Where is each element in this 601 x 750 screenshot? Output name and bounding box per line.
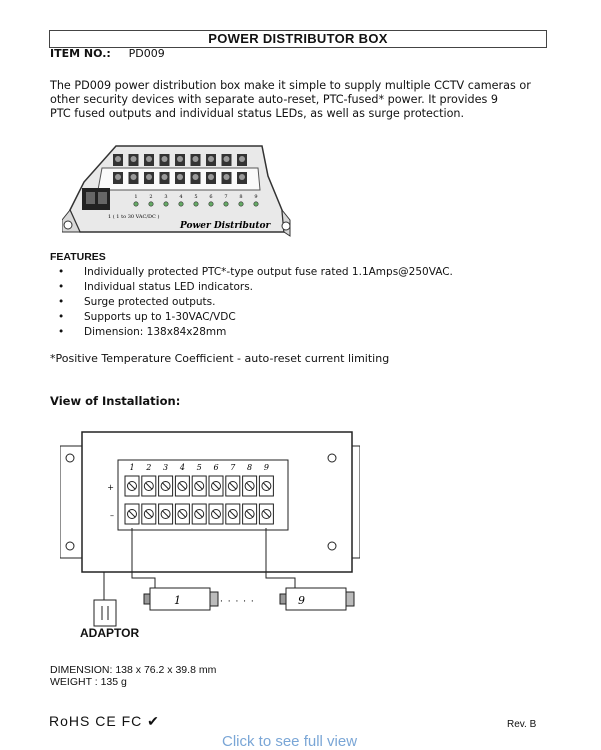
photo-screw: [239, 156, 245, 162]
led-indicator: [149, 202, 153, 206]
photo-screw: [208, 174, 214, 180]
channel-number: 4: [179, 463, 185, 472]
led-number: 6: [209, 194, 213, 200]
item-number-label: ITEM NO.:: [50, 47, 111, 60]
camera-1: [144, 588, 218, 610]
led-indicator: [209, 202, 213, 206]
photo-label-input: 1 ( 1 to 30 VAC/DC ): [108, 214, 160, 220]
wire-camera-9: [266, 528, 295, 596]
specifications: [50, 664, 216, 688]
feature-item: • Supports up to 1-30VAC/VDC: [58, 311, 236, 323]
features-heading: FEATURES: [50, 251, 106, 263]
camera-9: [280, 588, 354, 610]
camera-dots: · · · · ·: [220, 597, 255, 607]
bullet-icon: •: [58, 326, 65, 338]
photo-screw: [208, 156, 214, 162]
photo-screw: [239, 174, 245, 180]
features-list: [58, 265, 453, 340]
bullet-icon: •: [58, 311, 65, 323]
channel-number: 8: [247, 463, 253, 472]
led-indicator: [239, 202, 243, 206]
feature-item: • Individually protected PTC*-type output fuse rated 1.1Amps@250VAC.: [58, 266, 453, 278]
channel-number: 6: [213, 463, 219, 472]
led-number: 7: [224, 194, 228, 200]
channel-number: 5: [196, 463, 202, 472]
photo-screw: [146, 156, 152, 162]
certification-logos: RoHS CE FC ✔: [49, 713, 160, 729]
led-indicator: [254, 202, 258, 206]
adaptor-icon: [94, 600, 116, 626]
item-number-value: PD009: [128, 47, 165, 60]
photo-screw: [146, 174, 152, 180]
photo-screw: [131, 174, 137, 180]
dimension-spec: DIMENSION: 138 x 76.2 x 39.8 mm: [50, 664, 217, 676]
installation-diagram: [60, 428, 360, 628]
terminal-strip: [125, 463, 273, 524]
minus-label: –: [110, 511, 114, 520]
bullet-icon: •: [58, 266, 65, 278]
photo-screw: [115, 156, 121, 162]
led-number: 9: [254, 194, 258, 200]
revision-label: Rev. B: [507, 719, 537, 730]
led-indicator: [164, 202, 168, 206]
weight-spec: WEIGHT : 135 g: [50, 676, 127, 688]
photo-label-brand: Power Distributor: [180, 221, 271, 231]
photo-screw: [193, 174, 199, 180]
distributor-box: [82, 432, 352, 572]
mount-hole: [328, 542, 336, 550]
channel-number: 1: [129, 463, 135, 472]
feature-item: • Surge protected outputs.: [58, 296, 216, 308]
led-number: 2: [149, 194, 153, 200]
intro-line: PTC fused outputs and individual status LEDs, as well as surge protection.: [50, 107, 465, 121]
bullet-icon: •: [58, 281, 65, 293]
feature-item: • Individual status LED indicators.: [58, 281, 254, 293]
led-indicator: [224, 202, 228, 206]
photo-screw: [162, 174, 168, 180]
mount-hole: [328, 454, 336, 462]
photo-screw: [177, 174, 183, 180]
item-number: [50, 47, 165, 61]
photo-screw: [224, 156, 230, 162]
led-number: 8: [239, 194, 243, 200]
feature-item: • Dimension: 138x84x28mm: [58, 326, 227, 338]
photo-screw: [224, 174, 230, 180]
photo-screw: [131, 156, 137, 162]
installation-heading: View of Installation:: [50, 394, 181, 408]
mount-hole: [66, 454, 74, 462]
channel-number: 7: [230, 463, 236, 472]
photo-screw: [177, 156, 183, 162]
photo-screw: [193, 156, 199, 162]
led-number: 3: [164, 194, 168, 200]
bullet-icon: •: [58, 296, 65, 308]
plus-label: +: [107, 483, 114, 492]
led-indicator: [194, 202, 198, 206]
led-number: 5: [194, 194, 198, 200]
intro-paragraph: [50, 79, 560, 122]
channel-number: 3: [163, 463, 169, 472]
led-indicator: [179, 202, 183, 206]
photo-screw: [162, 156, 168, 162]
ptc-footnote: *Positive Temperature Coefficient - auto-reset current limiting: [50, 352, 390, 365]
intro-line: other security devices with separate auto-reset, PTC-fused* power. It provides 9: [50, 93, 499, 107]
document-title: POWER DISTRIBUTOR BOX: [49, 30, 547, 48]
adaptor-label: ADAPTOR: [80, 626, 140, 640]
channel-number: 2: [146, 463, 152, 472]
led-number: 1: [134, 194, 138, 200]
channel-number: 9: [263, 463, 269, 472]
full-view-link[interactable]: Click to see full view: [222, 733, 358, 750]
led-number: 4: [179, 194, 183, 200]
camera-9-label: 9: [298, 594, 305, 607]
intro-line: The PD009 power distribution box make it simple to supply multiple CCTV cameras or: [50, 79, 531, 92]
product-photo: [62, 128, 292, 246]
camera-1-label: 1: [174, 594, 181, 607]
mount-hole: [66, 542, 74, 550]
led-indicator: [134, 202, 138, 206]
wire-camera-1: [132, 528, 155, 596]
photo-screw: [115, 174, 121, 180]
